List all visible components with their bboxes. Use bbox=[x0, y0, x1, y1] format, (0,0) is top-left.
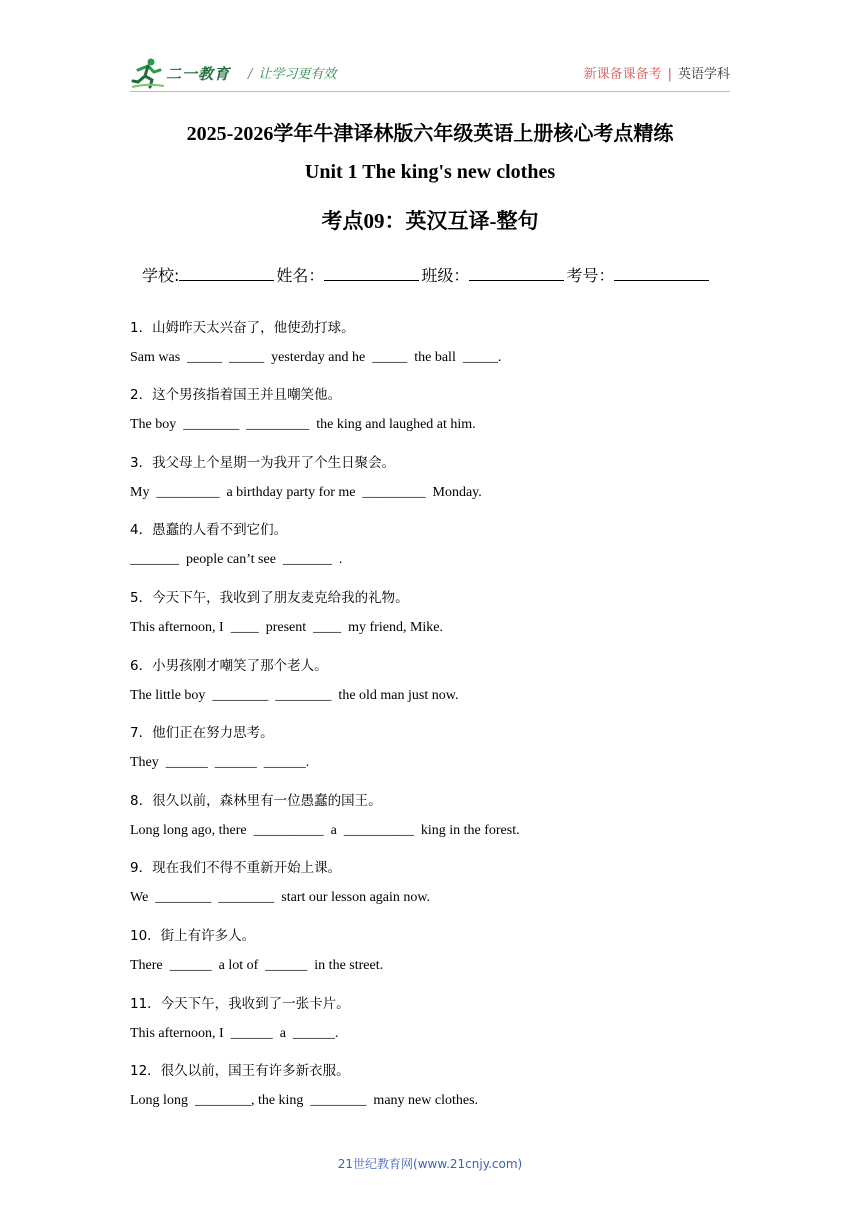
header-subject-label: 英语学科 bbox=[677, 67, 730, 82]
question-7-en: They ______ ______ ______. bbox=[130, 755, 310, 770]
question-8-cn: 8．很久以前，森林里有一位愚蠢的国王。 bbox=[130, 793, 382, 809]
logo bbox=[130, 56, 242, 90]
slogan: / 让学习更有效 bbox=[248, 67, 337, 82]
logo-text: 二一教育 bbox=[166, 65, 231, 83]
student-info-line bbox=[142, 263, 711, 286]
number-blank[interactable] bbox=[614, 266, 709, 281]
school-label: 学校: bbox=[142, 266, 180, 285]
question-4-en: _______ people can’t see _______ . bbox=[130, 552, 343, 567]
name-label: 姓名： bbox=[276, 266, 325, 285]
question-10-en: There ______ a lot of ______ in the street. bbox=[130, 958, 384, 973]
question-9-en: We ________ ________ start our lesson again now. bbox=[130, 890, 431, 905]
question-1-cn: 1．山姆昨天太兴奋了，他使劲打球。 bbox=[130, 320, 355, 336]
unit-title: Unit 1 The king's new clothes bbox=[304, 161, 556, 183]
question-5-cn: 5．今天下午，我收到了朋友麦克给我的礼物。 bbox=[130, 590, 409, 606]
question-11-en: This afternoon, I ______ a ______. bbox=[130, 1026, 339, 1041]
question-3-cn: 3．我父母上个星期一为我开了个生日聚会。 bbox=[130, 455, 396, 471]
question-1-en: Sam was _____ _____ yesterday and he _____ the ball _____. bbox=[130, 350, 502, 365]
footer-source: 21世纪教育网(www.21cnjy.com) bbox=[337, 1157, 523, 1171]
slogan-text: 让学习更有效 bbox=[258, 67, 337, 82]
header-right bbox=[584, 63, 730, 82]
question-6-en: The little boy ________ ________ the old man just now. bbox=[130, 688, 459, 703]
question-8-en: Long long ago, there __________ a __________ king in the forest. bbox=[130, 823, 520, 838]
question-4-cn: 4．愚蠢的人看不到它们。 bbox=[130, 522, 288, 538]
question-2-cn: 2．这个男孩指着国王并且嘲笑他。 bbox=[130, 387, 342, 403]
number-label: 考号： bbox=[566, 266, 615, 285]
header-divider bbox=[130, 91, 730, 92]
question-11-cn: 11．今天下午，我收到了一张卡片。 bbox=[130, 996, 350, 1012]
topic-title: 考点09：英汉互译-整句 bbox=[321, 209, 539, 233]
question-7-cn: 7．他们正在努力思考。 bbox=[130, 725, 274, 741]
question-10-cn: 10．街上有许多人。 bbox=[130, 928, 256, 944]
class-label: 班级： bbox=[421, 266, 470, 285]
school-blank[interactable] bbox=[179, 266, 274, 281]
question-5-en: This afternoon, I ____ present ____ my friend, Mike. bbox=[130, 620, 443, 635]
question-12-cn: 12．很久以前，国王有许多新衣服。 bbox=[130, 1063, 350, 1079]
header-course-label: 新课备课备考 bbox=[583, 67, 662, 82]
runner-logo-icon bbox=[130, 56, 166, 90]
question-12-en: Long long ________, the king ________ many new clothes. bbox=[130, 1093, 479, 1108]
name-blank[interactable] bbox=[324, 266, 419, 281]
question-2-en: The boy ________ _________ the king and laughed at him. bbox=[130, 417, 476, 432]
question-3-en: My _________ a birthday party for me _________ Monday. bbox=[130, 485, 482, 500]
question-6-cn: 6．小男孩刚才嘲笑了那个老人。 bbox=[130, 658, 328, 674]
header-separator: | bbox=[667, 67, 672, 82]
question-9-cn: 9．现在我们不得不重新开始上课。 bbox=[130, 860, 342, 876]
page-header bbox=[130, 56, 730, 90]
main-title: 2025-2026学年牛津译林版六年级英语上册核心考点精练 bbox=[186, 123, 674, 145]
class-blank[interactable] bbox=[469, 266, 564, 281]
